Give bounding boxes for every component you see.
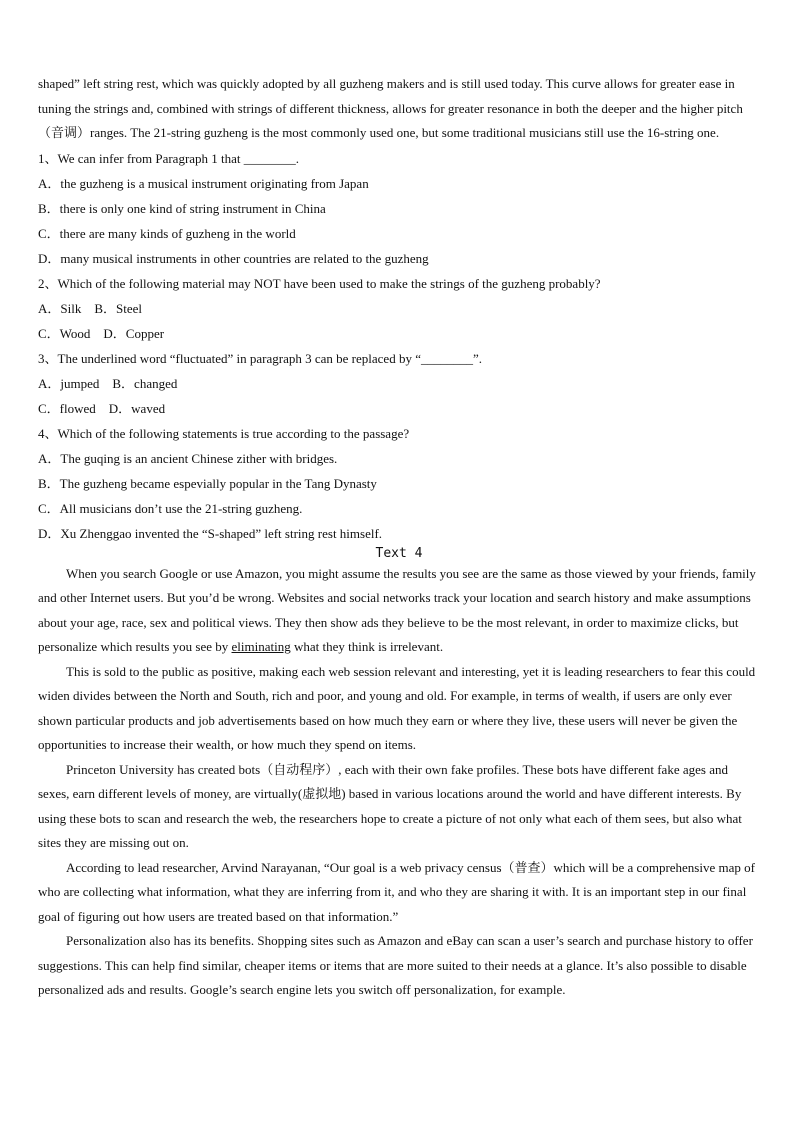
text4-paragraph-4: According to lead researcher, Arvind Narayanan, “Our goal is a web privacy census（普查）which will be a comprehensive map of who are collecting what information, what they are inferring from it, and who they are sharing it with. It is an important step in our final goal of figuring out how users are treated based on that information.” bbox=[38, 859, 755, 924]
question-option: C．flowed D．waved bbox=[38, 400, 166, 416]
question-option: C．there are many kinds of guzheng in the world bbox=[38, 225, 296, 241]
question-option: B．there is only one kind of string instrument in China bbox=[38, 200, 326, 216]
document-page bbox=[38, 72, 760, 1003]
text4-paragraph-2: This is sold to the public as positive, making each web session relevant and interesting, yet it is leading researchers to fear this could widen divides between the North and South, rich and poor, and young and old. For example, in terms of wealth, if users are only ever shown particular products and job advertisements based on how much they earn or where they live, these users will never be given the opportunities to increase their wealth, or how much they spend on items. bbox=[38, 663, 756, 752]
question-4 bbox=[38, 421, 760, 546]
question-stem: 2、Which of the following material may NOT have been used to make the strings of the guzheng probably? bbox=[38, 275, 601, 291]
question-stem: 4、Which of the following statements is true according to the passage? bbox=[38, 425, 410, 441]
question-option: C．Wood D．Copper bbox=[38, 325, 165, 341]
question-1 bbox=[38, 146, 760, 271]
question-option: A．Silk B．Steel bbox=[38, 300, 143, 316]
passage-tail-paragraph: shaped” left string rest, which was quickly adopted by all guzheng makers and is still used today. This curve allows for greater ease in tuning the strings and, combined with strings of different thickness, allows for greater resonance in both the deeper and the higher pitch（音调）ranges. The 21-string guzheng is the most commonly used one, but some traditional musicians still use the 16-string one. bbox=[38, 76, 743, 140]
question-3 bbox=[38, 346, 760, 421]
question-option: A．jumped B．changed bbox=[38, 375, 178, 391]
question-option: C．All musicians don’t use the 21-string guzheng. bbox=[38, 500, 303, 516]
section-title: Text 4 bbox=[375, 545, 423, 561]
text4-p1-start: When you search Google or use Amazon, you might assume the results you see are the same as those viewed by your friends, family and other Internet users. But you’d be wrong. Websites and social networks track your location and search history and make assumptions about your age, race, sex and political views. They then show ads they believe to be the most relevant, in order to maximize clicks, but personalize which results you see by bbox=[38, 565, 756, 654]
question-option: D．Xu Zhenggao invented the “S-shaped” left string rest himself. bbox=[38, 525, 383, 541]
question-option: D．many musical instruments in other countries are related to the guzheng bbox=[38, 250, 429, 266]
question-stem: 3、The underlined word “fluctuated” in paragraph 3 can be replaced by “________”. bbox=[38, 350, 482, 366]
question-stem: 1、We can infer from Paragraph 1 that ________. bbox=[38, 150, 300, 166]
question-option: B．The guzheng became espevially popular in the Tang Dynasty bbox=[38, 475, 377, 491]
text4-p1-end: what they think is irrelevant. bbox=[290, 639, 444, 654]
underlined-word: eliminating bbox=[231, 639, 291, 654]
text4-paragraph-5: Personalization also has its benefits. Shopping sites such as Amazon and eBay can scan a user’s search and purchase history to offer suggestions. This can help find similar, cheaper items or items that are more suited to their needs at a glance. It’s also possible to disable personalized ads and results. Google’s search engine lets you switch off personalization, for example. bbox=[38, 933, 753, 997]
question-option: A．the guzheng is a musical instrument originating from Japan bbox=[38, 175, 369, 191]
text4-paragraph-1 bbox=[38, 562, 760, 660]
question-2 bbox=[38, 271, 760, 346]
question-option: A．The guqing is an ancient Chinese zither with bridges. bbox=[38, 450, 338, 466]
text4-paragraph-3: Princeton University has created bots（自动程序）, each with their own fake profiles. These bots have different fake ages and sexes, earn different levels of money, are virtually(虚拟地) based in various locations around the world and have different interests. By using these bots to scan and research the web, the researchers hope to create a picture of not only what each of them sees, but also what sites they are missing out on. bbox=[38, 761, 742, 850]
